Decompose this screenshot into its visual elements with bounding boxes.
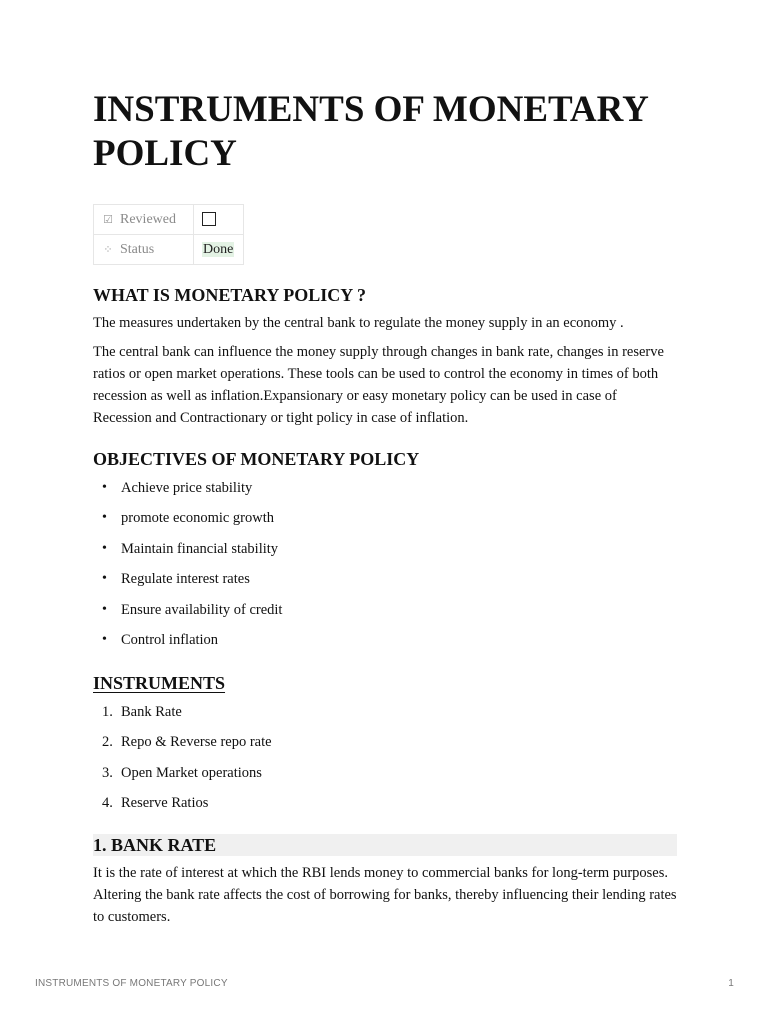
list-number: 2.	[102, 734, 113, 751]
list-number: 4.	[102, 795, 113, 812]
objectives-list	[93, 478, 282, 660]
heading-bank-rate: 1. BANK RATE	[93, 834, 677, 856]
instruments-list	[93, 702, 272, 824]
list-item: • Control inflation	[93, 630, 282, 660]
property-label: Reviewed	[120, 211, 176, 227]
list-item: • Maintain financial stability	[93, 539, 282, 569]
checkbox-property-icon: ☑	[103, 213, 113, 226]
list-item	[93, 763, 272, 793]
heading-instruments: INSTRUMENTS	[93, 673, 226, 693]
property-label: Status	[120, 241, 155, 257]
heading-objectives: OBJECTIVES OF MONETARY POLICY	[93, 449, 420, 469]
paragraph: It is the rate of interest at which the RBI lends money to commercial banks for long-term purposes. Altering the bank rate affects the cost of borrowing for banks, thereby influencing their lending rates to customers.	[93, 865, 677, 925]
list-item	[93, 793, 272, 823]
page-title: INSTRUMENTS OF MONETARY POLICY	[93, 89, 648, 174]
list-item	[93, 702, 272, 732]
heading-what-is-monetary-policy: WHAT IS MONETARY POLICY ?	[93, 285, 367, 305]
list-text: Repo & Reverse repo rate	[121, 734, 272, 751]
property-row-reviewed	[94, 205, 244, 235]
list-number: 3.	[102, 764, 113, 781]
reviewed-checkbox[interactable]	[202, 212, 216, 226]
list-item	[93, 732, 272, 762]
list-item: • promote economic growth	[93, 508, 282, 538]
paragraph: The central bank can influence the money supply through changes in bank rate, changes in reserve ratios or open market operations. These tools can be used to control the economy in times of both recession as well as inflation.Expansionary or easy monetary policy can be used in case of Recession and Contractionary or tight policy in case of inflation.	[93, 344, 664, 426]
list-item: • Regulate interest rates	[93, 569, 282, 599]
footer-title: INSTRUMENTS OF MONETARY POLICY	[35, 978, 228, 989]
list-text: Bank Rate	[121, 704, 182, 720]
status-badge[interactable]: Done	[203, 241, 234, 257]
list-item: • Achieve price stability	[93, 478, 282, 508]
list-item: • Ensure availability of credit	[93, 600, 282, 630]
property-row-status	[94, 235, 244, 265]
list-text: Reserve Ratios	[121, 795, 209, 812]
footer-page-number: 1	[728, 978, 734, 989]
list-text: Open Market operations	[121, 764, 262, 781]
status-property-icon: ⁘	[103, 243, 113, 256]
properties-table	[93, 204, 244, 265]
paragraph: The measures undertaken by the central bank to regulate the money supply in an economy .	[93, 315, 624, 331]
list-number: 1.	[102, 704, 113, 720]
